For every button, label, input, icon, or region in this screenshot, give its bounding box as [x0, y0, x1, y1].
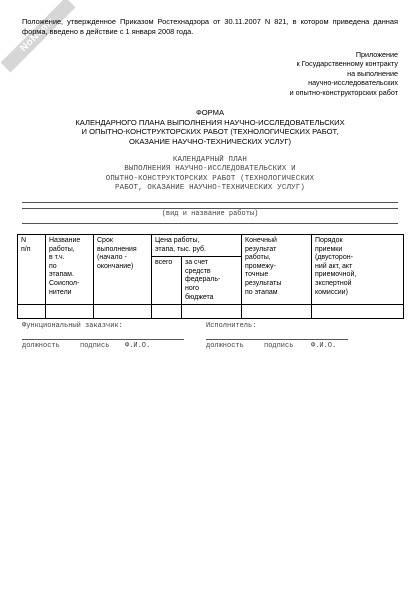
- header-total: всего: [152, 257, 182, 305]
- watermark-stamp: NoNums: [1, 0, 76, 72]
- header-budget: за счет средств федераль- ного бюджета: [182, 257, 242, 305]
- table-cell: [94, 305, 152, 319]
- intro-note: Положение, утвержденное Приказом Ростехнадзора от 30.11.2007 N 821, в котором приведена данная форма, введено в действие с 1 января 2008 года.: [22, 17, 398, 36]
- executor-signature-caption: подпись: [264, 342, 294, 350]
- table-cell: [182, 305, 242, 319]
- form-title-line: КАЛЕНДАРНОГО ПЛАНА ВЫПОЛНЕНИЯ НАУЧНО-ИССЛЕДОВАТЕЛЬСКИХ: [75, 117, 345, 127]
- work-name-line-2: [22, 208, 398, 209]
- executor-name-caption: Ф.И.О.: [311, 342, 337, 350]
- calendar-plan-table: [17, 234, 404, 319]
- executor-signature-line: [206, 339, 348, 340]
- table-cell: [152, 305, 182, 319]
- plan-title: [90, 156, 330, 194]
- header-price: Цена работы, этапа, тыс. руб.: [152, 235, 242, 257]
- appendix-line: на выполнение: [347, 68, 398, 78]
- header-work-name: Название работы, в т.ч. по этапам. Соиспол- нители: [46, 235, 94, 305]
- table-cell: [312, 305, 404, 319]
- table-cell: [18, 305, 46, 319]
- table-cell: [242, 305, 312, 319]
- appendix-line: Приложение: [355, 50, 398, 59]
- form-title-line: ОКАЗАНИЕ НАУЧНО-ТЕХНИЧЕСКИХ УСЛУГ): [129, 136, 291, 146]
- plan-title-line: РАБОТ, ОКАЗАНИЕ НАУЧНО-ТЕХНИЧЕСКИХ УСЛУГ): [114, 184, 306, 193]
- plan-title-line: ВЫПОЛНЕНИЯ НАУЧНО-ИССЛЕДОВАТЕЛЬСКИХ И: [124, 165, 296, 174]
- customer-name-caption: Ф.И.О.: [125, 342, 151, 350]
- form-title-line: ФОРМА: [195, 108, 225, 117]
- appendix-line: научно-исследовательских: [308, 78, 398, 88]
- plan-title-line: ОПЫТНО-КОНСТРУКТОРСКИХ РАБОТ (ТЕХНОЛОГИЧЕСКИХ: [105, 174, 315, 183]
- executor-label: Исполнитель:: [206, 322, 257, 330]
- work-name-caption: (вид и название работы): [161, 210, 259, 218]
- table-cell: [46, 305, 94, 319]
- appendix-line: к Государственному контракту: [296, 59, 398, 69]
- header-result: Конечный результат работы, промежу- точные результаты по этапам: [242, 235, 312, 305]
- table-empty-row: [18, 305, 404, 319]
- header-num: N п/п: [18, 235, 46, 305]
- plan-title-line: КАЛЕНДАРНЫЙ ПЛАН: [172, 156, 248, 164]
- header-acceptance: Порядок приемки (двусторон- ний акт, акт приемочной, экспертной комиссии): [312, 235, 404, 305]
- executor-position-caption: должность: [206, 342, 244, 350]
- form-title: [40, 108, 380, 146]
- form-title-line: И ОПЫТНО-КОНСТРУКТОРСКИХ РАБОТ (ТЕХНОЛОГИЧЕСКИХ РАБОТ,: [81, 127, 339, 137]
- header-term: Срок выполнения (начало - окончание): [94, 235, 152, 305]
- customer-signature-caption: подпись: [80, 342, 110, 350]
- customer-label: Функциональный заказчик:: [22, 322, 123, 330]
- appendix-block: [228, 50, 398, 97]
- table-header-row: [18, 235, 404, 257]
- work-name-line-1: [22, 202, 398, 203]
- customer-position-caption: должность: [22, 342, 60, 350]
- customer-signature-line: [22, 339, 184, 340]
- work-name-line-3: [22, 223, 398, 224]
- appendix-line: и опытно-конструкторских работ: [289, 87, 398, 97]
